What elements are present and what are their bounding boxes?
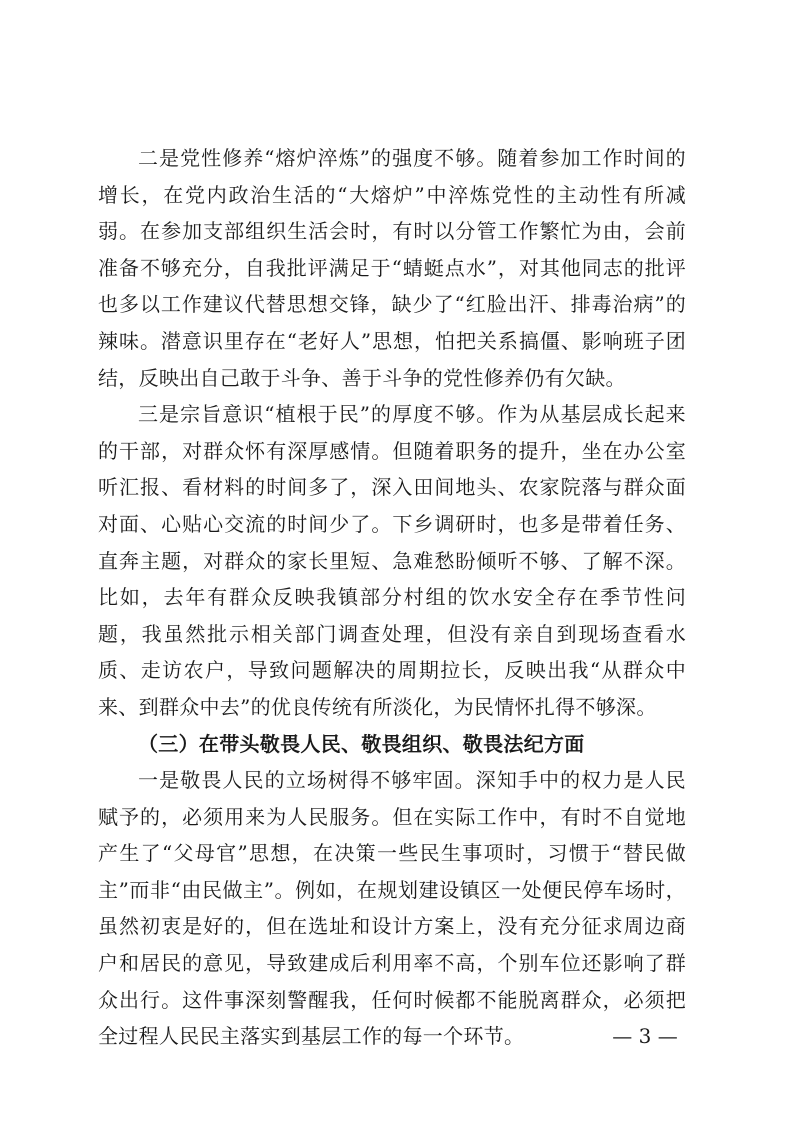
- paragraph-party-spirit: 二是党性修养“熔炉淬炼”的强度不够。随着参加工作时间的增长，在党内政治生活的“大熔炉”中淬炼党性的主动性有所减弱。在参加支部组织生活会时，有时以分管工作繁忙为由，会前准备不够充分，自我批评满足于“蜻蜓点水”，对其他同志的批评也多以工作建议代替思想交锋，缺少了“红脸出汗、排毒治病”的辣味。潜意识里存在“老好人”思想，怕把关系搞僵、影响班子团结，反映出自己敢于斗争、善于斗争的党性修养仍有欠缺。: [98, 146, 686, 390]
- paragraph-purpose-awareness: 三是宗旨意识“植根于民”的厚度不够。作为从基层成长起来的干部，对群众怀有深厚感情。但随着职务的提升，坐在办公室听汇报、看材料的时间多了，深入田间地头、农家院落与群众面对面、心贴心交流的时间少了。下乡调研时，也多是带着任务、直奔主题，对群众的家长里短、急难愁盼倾听不够、了解不深。比如，去年有群众反映我镇部分村组的饮水安全存在季节性问题，我虽然批示相关部门调查处理，但没有亲自到现场查看水质、走访农户，导致问题解决的周期拉长，反映出我“从群众中来、到群众中去”的优良传统有所淡化，为民情怀扎得不够深。: [98, 402, 686, 719]
- paragraph-respect-people: 一是敬畏人民的立场树得不够牢固。深知手中的权力是人民赋予的，必须用来为人民服务。但在实际工作中，有时不自觉地产生了“父母官”思想，在决策一些民生事项时，习惯于“替民做主”而非“由民做主”。例如，在规划建设镇区一处便民停车场时，虽然初衷是好的，但在选址和设计方案上，没有充分征求周边商户和居民的意见，导致建成后利用率不高，个别车位还影响了群众出行。这件事深刻警醒我，任何时候都不能脱离群众，必须把全过程人民民主落实到基层工作的每一个环节。: [98, 768, 686, 1049]
- page-number: — 3 —: [612, 1024, 678, 1048]
- document-body: [98, 140, 686, 1055]
- section-heading-three: （三）在带头敬畏人民、敬畏组织、敬畏法纪方面: [138, 731, 585, 756]
